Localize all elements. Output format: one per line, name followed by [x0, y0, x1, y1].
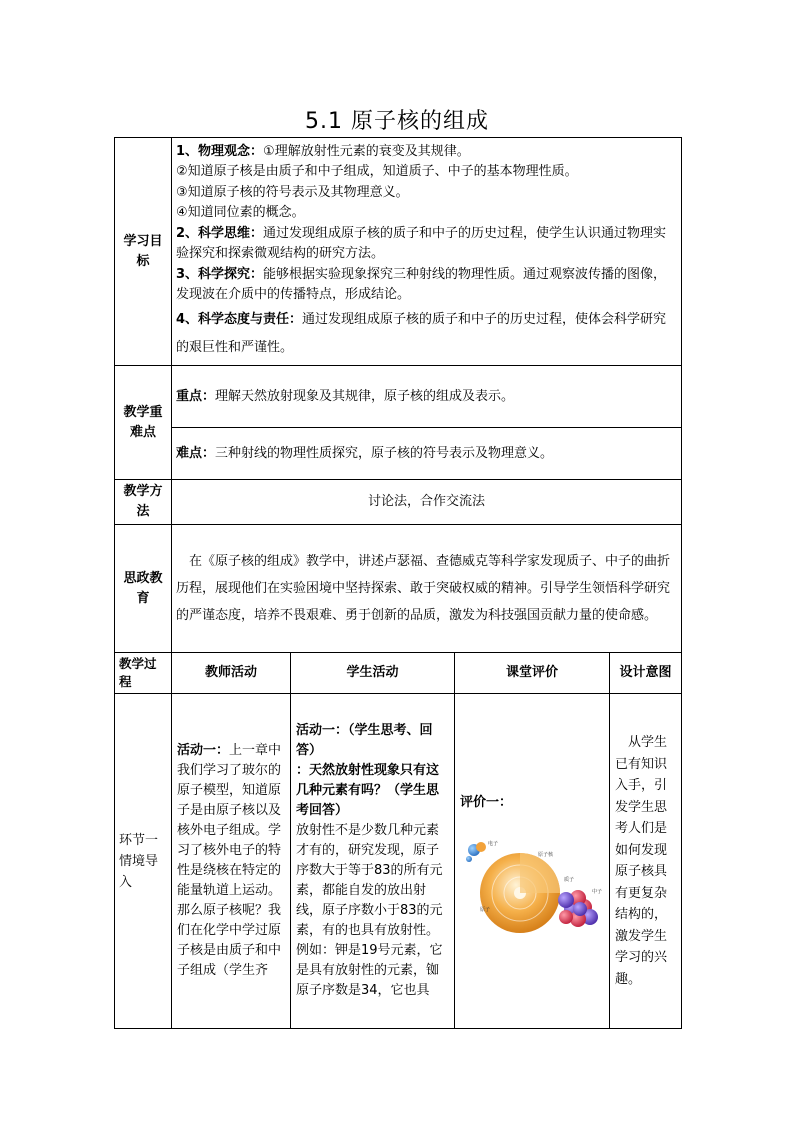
- goals-content: [172, 138, 682, 366]
- evaluation-heading: 评价一：: [460, 795, 513, 810]
- teacher-activity-text: 上一章中我们学习了玻尔的原子模型，知道原子是由原子核以及核外电子组成。学习了核外电子的特性是绕核在特定的能量轨道上运动。那么原子核呢？我们在化学中学过原子核是由质子和中子组成（学生齐: [177, 743, 282, 978]
- student-activity-question: ：天然放射性现象只有这几种元素有吗？（学生思考回答）: [296, 763, 440, 818]
- goals-label: 学习目标: [115, 138, 172, 366]
- atom-label: 原子: [480, 907, 491, 913]
- student-activity-heading: 活动一：（学生思考、回答）: [296, 723, 433, 758]
- proton-label: 质子: [564, 877, 575, 883]
- step1-student: [291, 694, 455, 1029]
- goal-4: ④知道同位素的概念。: [176, 205, 305, 220]
- difficulty-cell: [172, 428, 682, 480]
- ideology-label: 思政教育: [115, 525, 172, 653]
- goal-2: ②知道原子核是由质子和中子组成，知道质子、中子的基本物理性质。: [176, 164, 578, 179]
- goals-row: [115, 138, 682, 366]
- step1-teacher: [172, 694, 291, 1029]
- goal-7-heading: 4、科学态度与责任：: [176, 311, 303, 327]
- goal-3: ③知道原子核的符号表示及其物理意义。: [176, 184, 409, 200]
- goal-1-text: ①理解放射性元素的衰变及其规律。: [263, 143, 470, 159]
- atom-structure-image: [460, 835, 602, 935]
- electron-label: 电子: [488, 841, 499, 847]
- keypoint-heading: 重点：: [176, 388, 216, 404]
- goal-6-heading: 3、科学探究：: [176, 266, 264, 282]
- goal-7: [176, 306, 677, 362]
- goal-6: [176, 265, 677, 306]
- page-title: 5.1 原子核的组成: [305, 109, 489, 134]
- teacher-activity-heading: 活动一：: [177, 743, 230, 758]
- difficulty-heading: 难点：: [176, 445, 216, 461]
- method-row: [115, 480, 682, 525]
- electron-icon: [466, 842, 486, 862]
- header-evaluation: 课堂评价: [455, 653, 610, 694]
- keypoints-label: 教学重难点: [115, 366, 172, 480]
- keypoint-row: [115, 366, 682, 428]
- goal-7-text: 通过发现组成原子核的质子和中子的历史过程，使体会科学研究的艰巨性和严谨性。: [176, 311, 667, 355]
- process-header-row: [115, 653, 682, 694]
- lesson-plan-table: [114, 137, 682, 1029]
- method-label: 教学方法: [115, 480, 172, 525]
- step1-row: [115, 694, 682, 1029]
- keypoint-text: 理解天然放射现象及其规律，原子核的组成及表示。: [215, 388, 515, 404]
- goal-5-heading: 2、科学思维：: [176, 225, 264, 241]
- header-intent: 设计意图: [610, 653, 682, 694]
- goal-1-heading: 1、物理观念：: [176, 143, 264, 159]
- neutron-label: 中子: [592, 889, 602, 895]
- method-text: 讨论法，合作交流法: [172, 480, 682, 525]
- goal-5-text: 通过发现组成原子核的质子和中子的历史过程，使学生认识通过物理实验探究和探索微观结构的研究方法。: [176, 225, 667, 261]
- nucleus-label: 原子核: [538, 852, 554, 858]
- goal-6-text: 能够根据实验现象探究三种射线的物理性质。通过观察波传播的图像，发现波在介质中的传播特点，形成结论。: [176, 266, 667, 302]
- goal-1: [176, 142, 677, 163]
- student-activity-text: 放射性不是少数几种元素才有的，研究发现，原子序数大于等于83的所有元素，都能自发的放出射线，原子序数小于83的元素，有的也具有放射性。例如：钾是19号元素，它是具有放射性的元素，铷原子序数是34，它也具: [296, 823, 443, 998]
- goal-5: [176, 224, 677, 265]
- header-teacher: 教师活动: [172, 653, 291, 694]
- step1-intent: 从学生已有知识入手，引发学生思考人们是如何发现原子核具有更复杂结构的，激发学生学习的兴趣。: [610, 694, 682, 1029]
- difficulty-row: [115, 428, 682, 480]
- step1-name: 环节一情境导入: [115, 694, 172, 1029]
- ideology-text: 在《原子核的组成》教学中，讲述卢瑟福、查德威克等科学家发现质子、中子的曲折历程，展现他们在实验困境中坚持探索、敢于突破权威的精神。引导学生领悟科学研究的严谨态度，培养不畏艰难、勇于创新的品质，激发为科技强国贡献力量的使命感。: [172, 525, 682, 653]
- header-student: 学生活动: [291, 653, 455, 694]
- keypoint-cell: [172, 366, 682, 428]
- header-process: 教学过程: [115, 653, 172, 694]
- step1-evaluation: [455, 694, 610, 1029]
- difficulty-text: 三种射线的物理性质探究，原子核的符号表示及物理意义。: [215, 445, 554, 461]
- nucleus-icon: [558, 890, 598, 927]
- atom-icon: [480, 853, 560, 933]
- ideology-row: [115, 525, 682, 653]
